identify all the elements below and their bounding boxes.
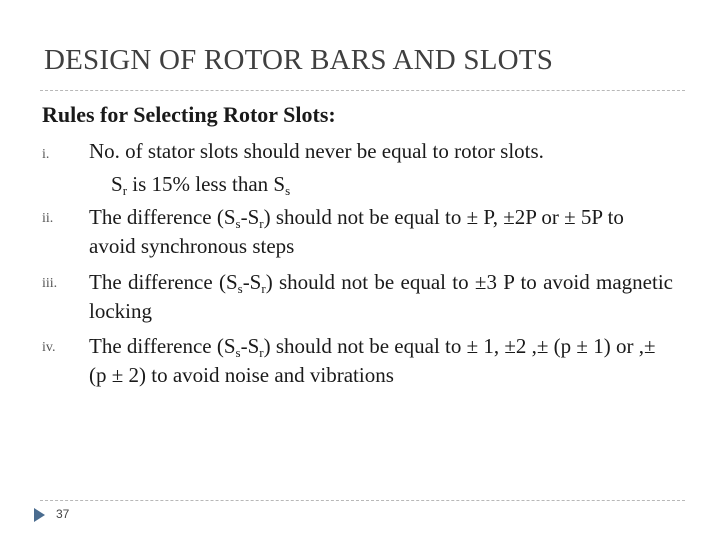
rule-text: The difference $(S_s-S_r)$ should not be equal to ± 1, ±2 ,± (p ± 1) or ,± (p ± 2) to avoid noise and vibrations (89, 334, 656, 387)
rule-text (89, 137, 673, 166)
rule-text: The difference $(S_s-S_r)$ should not be equal to ± P, ±2P or ± 5P to avoid synchronous steps (89, 205, 624, 258)
rule-text: The difference $(S_s-S_r)$ should not be equal to ±3 P to avoid magnetic locking (89, 270, 673, 323)
slide-number: 37 (56, 507, 70, 521)
rule-line: No. of stator slots should never be equal to rotor slots. (89, 139, 544, 163)
rule-marker: i. (42, 147, 50, 162)
slide-title: DESIGN OF ROTOR BARS AND SLOTS (44, 44, 554, 76)
rule-subline: $S_r$ is 15% less than $S_s$ (111, 172, 291, 198)
right-triangle-arrow-icon (34, 508, 45, 522)
rule-marker: iv. (42, 340, 56, 355)
section-heading: Rules for Selecting Rotor Slots: (42, 102, 336, 127)
rule-marker: iii. (42, 276, 58, 291)
title-divider (40, 90, 685, 91)
footer-divider (40, 500, 685, 501)
rule-marker: ii. (42, 211, 54, 226)
